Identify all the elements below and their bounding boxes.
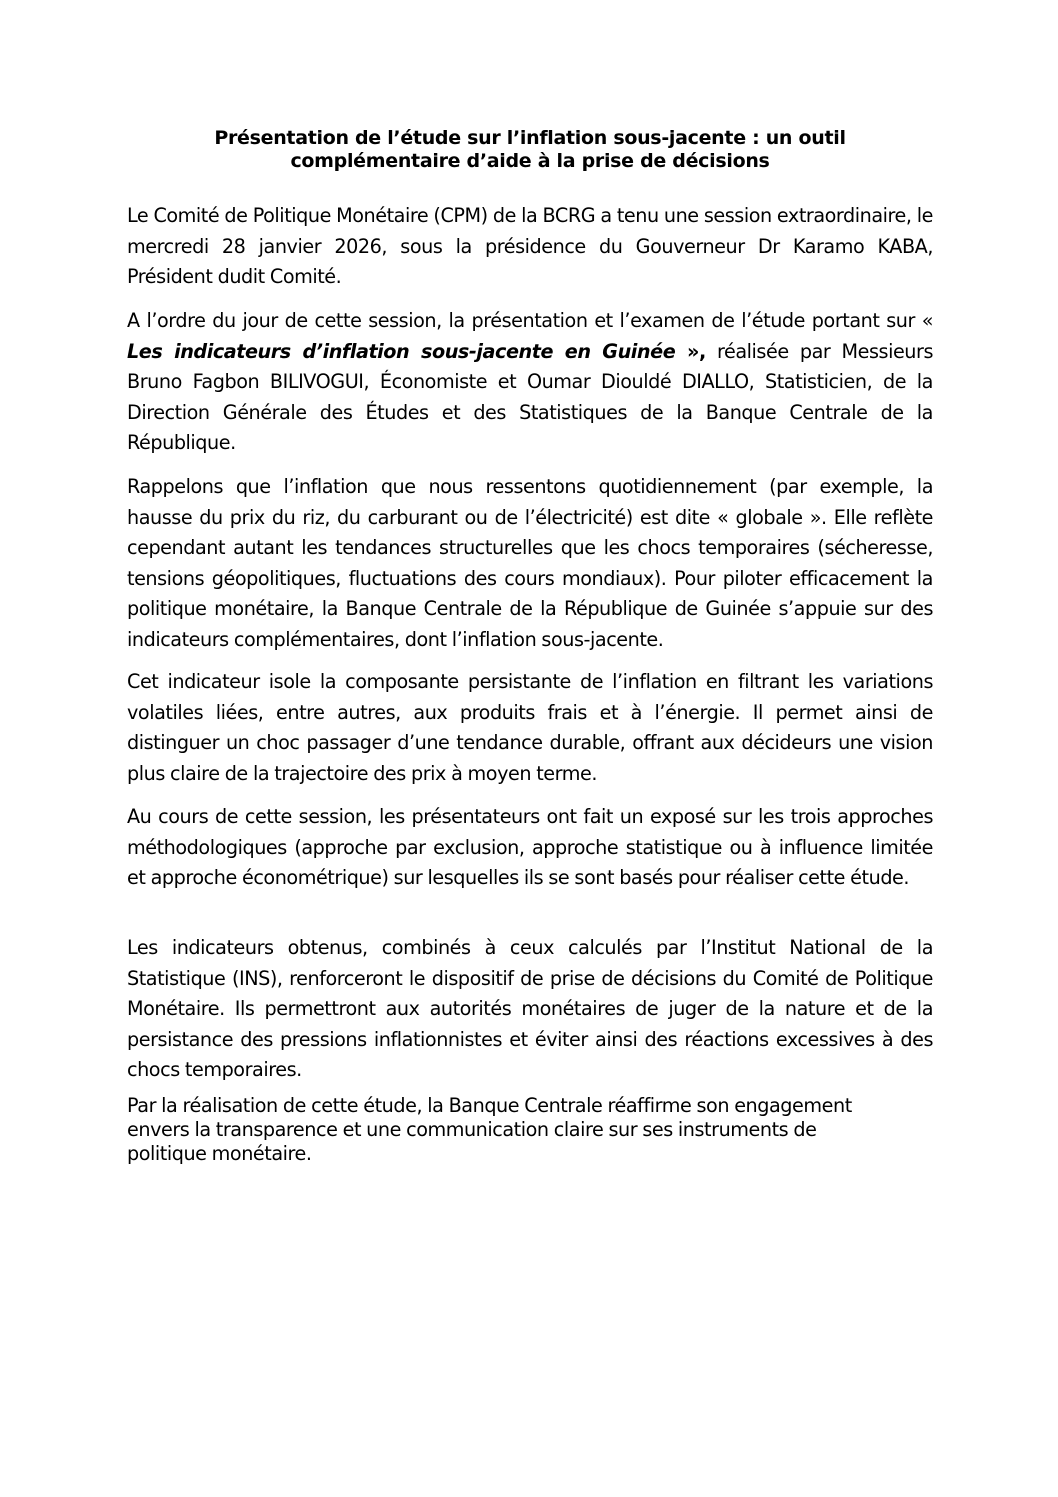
paragraph-indicators-outcome: Les indicateurs obtenus, combinés à ceux calculés par l’Institut National de la Statistique (INS), renforceront le dispositif de prise de décisions du Comité de Politique Monétaire. Ils permettront aux autorités monétaires de juger de la nature et de la persistance des pressions inflationnistes et éviter ainsi des réactions excessives à des chocs temporaires. — [127, 936, 933, 1081]
paragraph-session: Le Comité de Politique Monétaire (CPM) de la BCRG a tenu une session extraordinaire, le mercredi 28 janvier 2026, sous la présidence du Gouverneur Dr Karamo KABA, Président dudit Comité. — [127, 204, 933, 288]
agenda-text-before: A l’ordre du jour de cette session, la présentation et l’examen de l’étude portant sur « — [127, 309, 933, 332]
study-title-emphasis: Les indicateurs d’inflation sous-jacente en Guinée — [127, 339, 676, 363]
paragraph-global-inflation: Rappelons que l’inflation que nous ressentons quotidiennement (par exemple, la hausse du prix du riz, du carburant ou de l’électricité) est dite « globale ». Elle reflète cependant autant les tendances structurelles que les chocs temporaires (sécheresse, tensions géopolitiques, fluctuations des cours mondiaux). Pour piloter efficacement la politique monétaire, la Banque Centrale de la République de Guinée s’appuie sur des indicateurs complémentaires, dont l’inflation sous-jacente. — [127, 475, 933, 651]
study-title-close-quote: », — [675, 339, 706, 363]
title-line-2: complémentaire d’aide à la prise de décisions — [290, 150, 770, 172]
title-line-1: Présentation de l’étude sur l’inflation sous-jacente : un outil — [214, 127, 846, 149]
paragraph-indicator: Cet indicateur isole la composante persistante de l’inflation en filtrant les variations volatiles liées, entre autres, aux produits frais et à l’énergie. Il permet ainsi de distinguer un choc passager d’une tendance durable, offrant aux décideurs une vision plus claire de la trajectoire des prix à moyen terme. — [127, 670, 933, 785]
conclusion-line-3: politique monétaire. — [127, 1142, 312, 1165]
document-title — [127, 127, 933, 173]
conclusion-line-1: Par la réalisation de cette étude, la Banque Centrale réaffirme son engagement — [127, 1094, 852, 1117]
paragraph-conclusion — [127, 1094, 933, 1166]
paragraph-methodology: Au cours de cette session, les présentateurs ont fait un exposé sur les trois approches méthodologiques (approche par exclusion, approche statistique ou à influence limitée et approche économétrique) sur lesquelles ils se sont basés pour réaliser cette étude. — [127, 805, 933, 889]
paragraph-agenda — [127, 306, 933, 459]
agenda-text-after: réalisée par Messieurs Bruno Fagbon BILIVOGUI, Économiste et Oumar Diouldé DIALLO, Statisticien, de la Direction Générale des Études et des Statistiques de la Banque Centrale de la République. — [127, 339, 933, 454]
conclusion-line-2: envers la transparence et une communication claire sur ses instruments de — [127, 1118, 817, 1141]
